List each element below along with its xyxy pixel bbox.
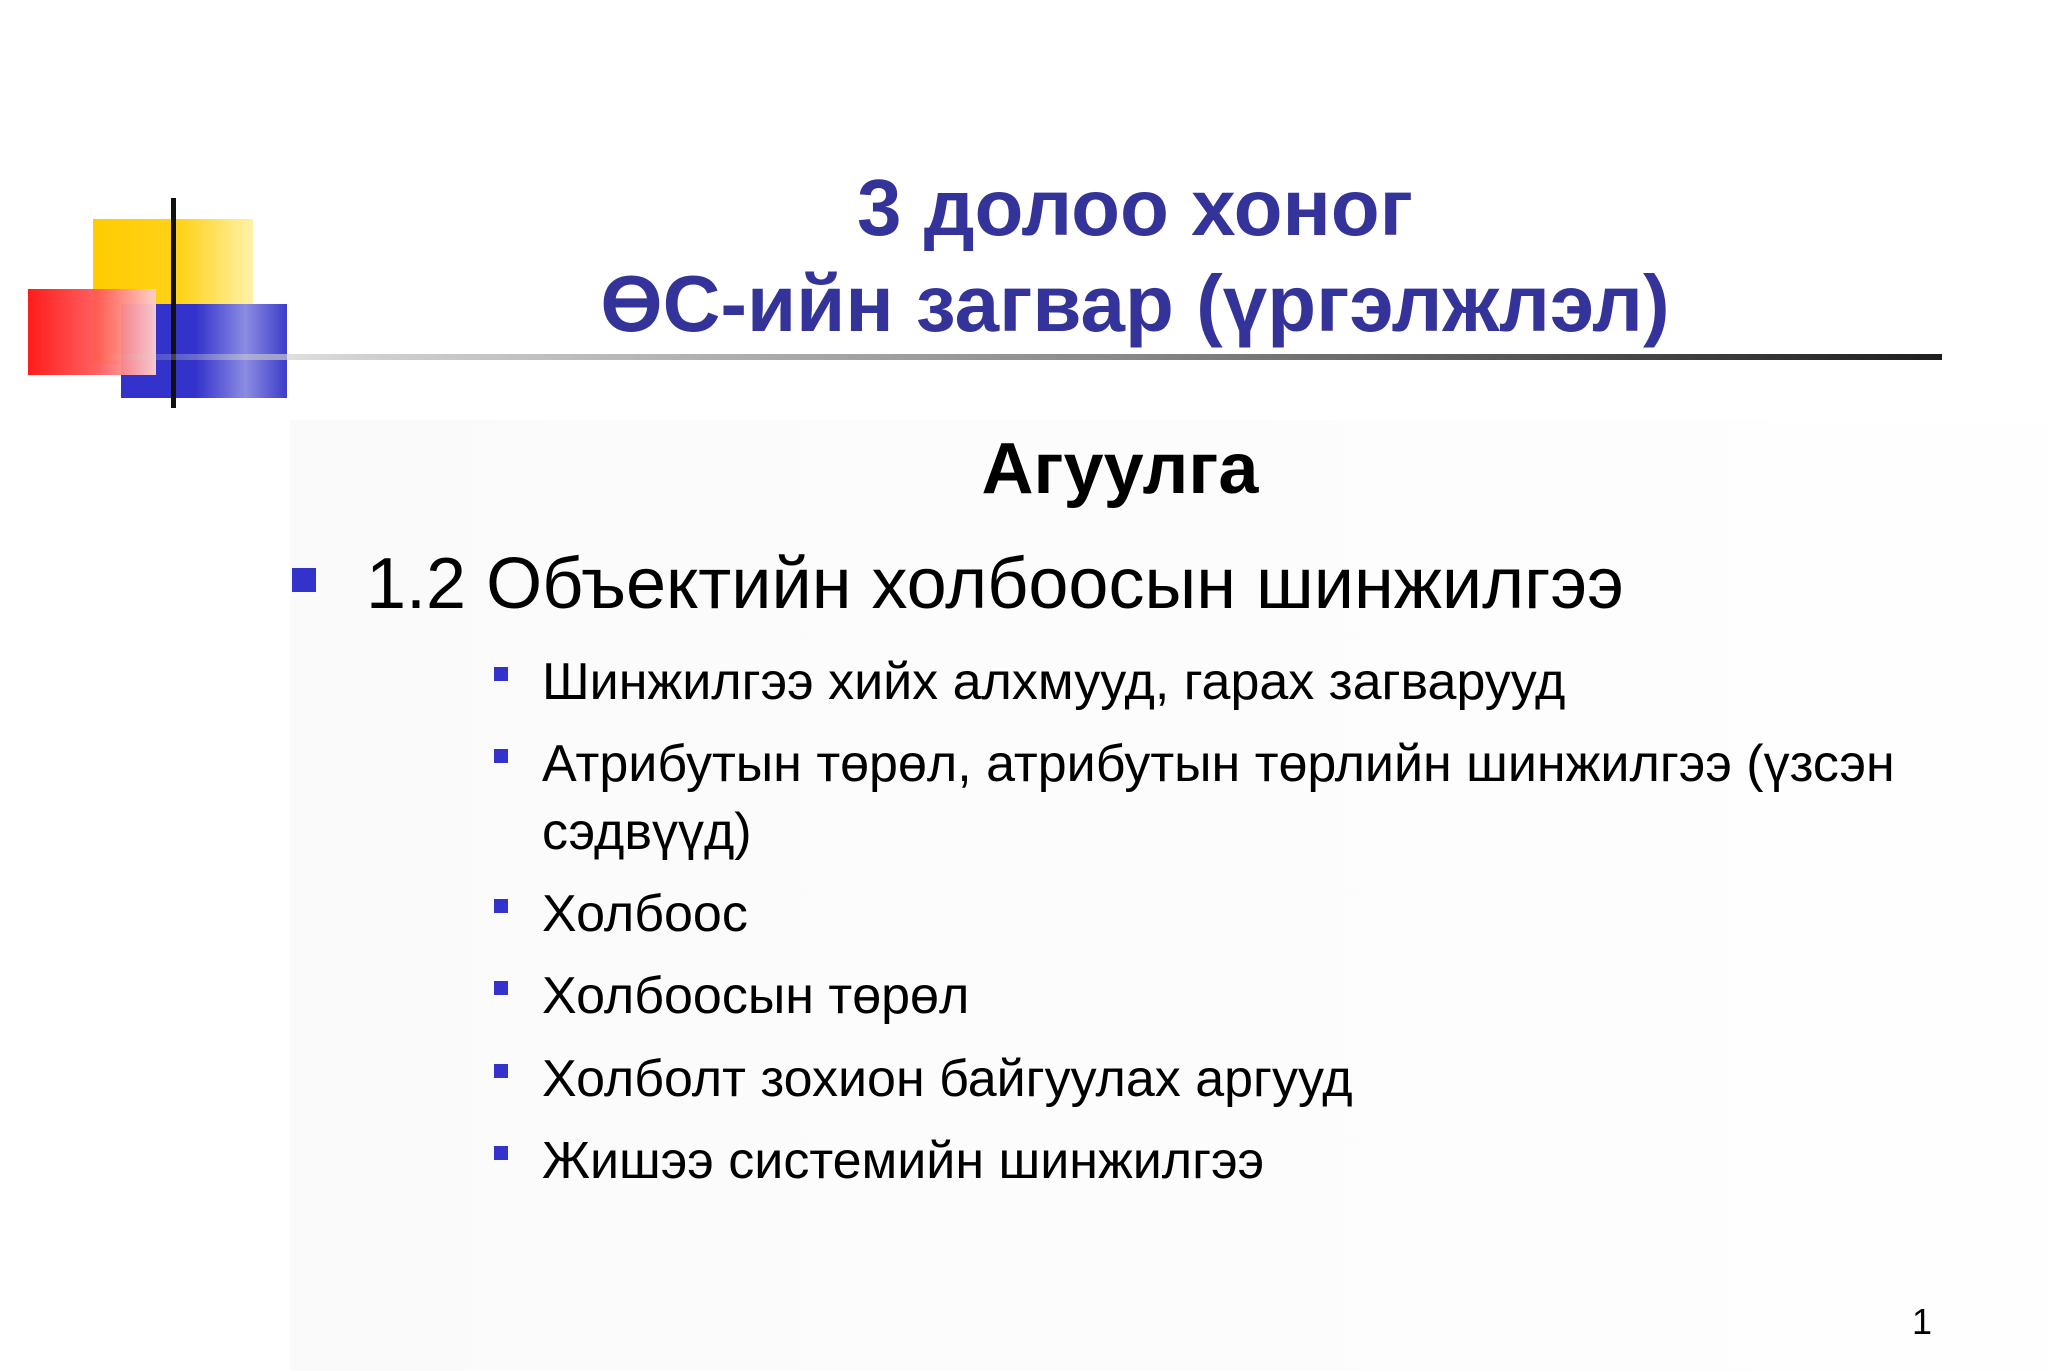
bullet-square-icon (494, 1146, 508, 1160)
sub-bullet-text: Холболт зохион байгуулах аргууд (542, 1050, 1353, 1108)
sub-bullet-text: Холбоос (542, 885, 748, 943)
sub-bullet-text: Жишээ системийн шинжилгээ (542, 1132, 1265, 1190)
title-line-2: ӨС-ийн загвар (үргэлжлэл) (600, 259, 1670, 348)
logo-red-square (28, 289, 156, 375)
page-number: 1 (1911, 1301, 1932, 1342)
bullet-square-icon (494, 1064, 508, 1078)
bullet-square-icon (494, 899, 508, 913)
sub-bullet-text: Шинжилгээ хийх алхмууд, гарах загварууд (542, 653, 1566, 711)
title-line-1: 3 долоо хоног (857, 163, 1413, 252)
sub-bullet-text: Холбоосын төрөл (542, 967, 970, 1025)
bullet-square-icon (292, 568, 316, 592)
sub-bullet-text: Атрибутын төрөл, атрибутын төрлийн шинжилгээ (үзсэн сэдвүүд) (542, 735, 1895, 861)
content-heading: Агуулга (981, 429, 1259, 509)
main-bullet-text: 1.2 Объектийн холбоосын шинжилгээ (366, 544, 1624, 624)
bullet-square-icon (494, 749, 508, 763)
bullet-square-icon (494, 981, 508, 995)
slide-title (540, 160, 1730, 352)
bullet-square-icon (494, 667, 508, 681)
title-divider (100, 354, 1942, 360)
logo-vertical-line (171, 198, 176, 408)
